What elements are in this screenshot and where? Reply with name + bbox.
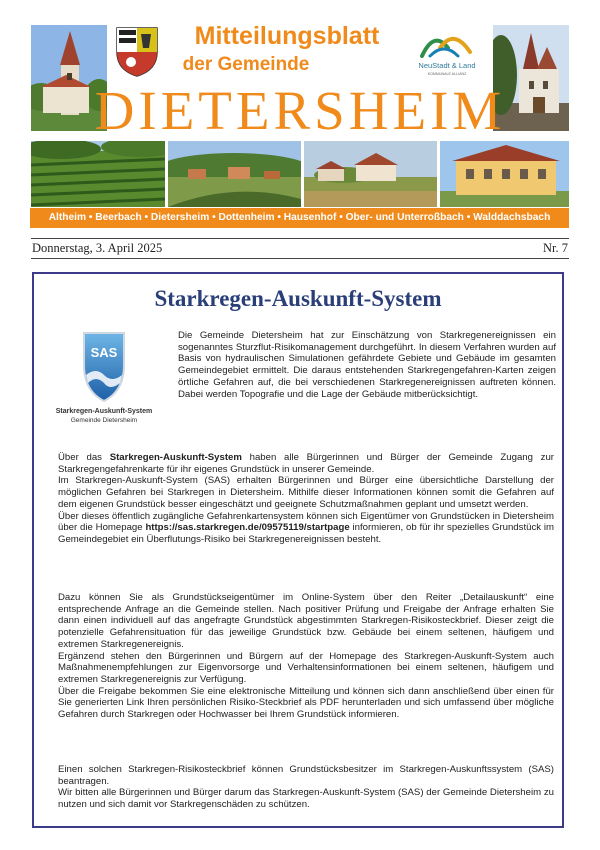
sas-logo-text: SAS [90, 345, 118, 360]
paragraph-access: Über das Starkregen-Auskunft-System haben alle Bürgerinnen und Bürger der Gemeinde Zugang zur Starkregengefahrenkarte für ihr eigenes Grundstück in unserer Gemeinde. [58, 452, 554, 475]
sas-bold-term: Starkregen-Auskunft-System [109, 452, 242, 463]
header-bottom-divider [31, 258, 569, 259]
body-block-1 [58, 452, 554, 546]
body-block-3 [58, 764, 554, 811]
article-title: Starkregen-Auskunft-System [154, 286, 442, 311]
main-title: DIETERSHEIM [94, 80, 506, 141]
building-photo [440, 141, 569, 207]
sas-logo [44, 329, 164, 439]
alliance-logo-subtext: KOMMUNALE ALLIANZ [427, 72, 467, 76]
alliance-logo [412, 26, 482, 78]
coat-of-arms [115, 26, 159, 78]
sas-shield-icon [44, 329, 164, 407]
paragraph-request: Dazu können Sie als Grundstückseigentümer im Online-System über den Reiter „Detailauskunft“ eine entsprechende Anfrage an die Gemeinde stellen. Nach positiver Prüfung und Freigabe der Anfrage erhalten Sie dann einen individuell auf das angefragte Grundstück abgestimmten Starkregen-Risikosteckbrief. Dieser zeigt die potenzielle Gefahrensituation für das jeweilige Grundstück bzw. Gebäude bei einem seltenen, häufigem und extremen Starkregenereignis. [58, 592, 554, 650]
villages-bar: Altheim • Beerbach • Dietersheim • Dottenheim • Hausenhof • Ober- und Unterroßbach • Walddachsbach [30, 208, 569, 228]
paragraph-overview: Im Starkregen-Auskunft-System (SAS) erhalten Bürgerinnen und Bürger eine übersichtliche Darstellung der möglichen Gefahren bei Starkregen in Dietersheim. Mithilfe dieser Informationen können somit die Gefahren auf dem eigenen Grundstück besser eingeschätzt und geeignete Schutzmaßnahmen geplant und umsetzt werden. [58, 475, 554, 510]
sas-caption-municipality: Gemeinde Dietersheim [70, 417, 138, 424]
header-title-line1: Mitteilungsblatt [194, 22, 380, 50]
farmhouse-photo [304, 141, 437, 207]
header-top-divider [31, 238, 569, 239]
paragraph-homepage: Über dieses öffentlich zugängliche Gefahrenkartensystem können sich Eigentümer von Grundstücken in Dietersheim über die Homepage https://sas.starkregen.de/09575119/startpage informieren, ob für ihr spezielles Grundstück im Gemeindegebiet ein Überflutungs-Risiko bei Starkregenereignissen besteht. [58, 510, 554, 545]
header-title-line2: der Gemeinde [182, 54, 310, 75]
body-block-2 [58, 592, 554, 721]
issue-date: Donnerstag, 3. April 2025 [32, 241, 163, 255]
homepage-link[interactable]: https://sas.starkregen.de/09575119/startpage [145, 522, 350, 534]
issue-number: Nr. 7 [543, 241, 568, 255]
village-photo [168, 141, 301, 207]
intro-paragraph: Die Gemeinde Dietersheim hat zur Einschätzung von Starkregenereignissen ein sogenanntes Sturzflut-Risikomanagement durchgeführt. In diesem Verfahren wurden auf Basis von hydraulischen Simulationen gefährdete Gebiete und Gebäude im gesamten Gemeindegebiet ermittelt. Die daraus entstehenden Starkregengefahren-Karten zeigen örtliche Gefahren auf, die bei verschiedenen Starkregenereignissen auftreten können. Dabei werden Topografie und die Lage der Gebäude mitberücksichtigt. [178, 330, 556, 400]
paragraph-appeal: Wir bitten alle Bürgerinnen und Bürger darum das Starkregen-Auskunft-System (SAS) der Gemeinde Dietersheim zu nutzen und sich damit vor Starkregenschäden zu schützen. [58, 787, 554, 811]
article-box [32, 272, 564, 828]
alliance-logo-text: NeuStadt & Land [418, 61, 476, 70]
paragraph-apply: Einen solchen Starkregen-Risikosteckbrief können Grundstücksbesitzer im Starkregen-Auskunftssystem (SAS) beantragen. [58, 764, 554, 787]
paragraph-recommendations: Ergänzend stehen den Bürgerinnen und Bürgern auf der Homepage des Starkregen-Auskunft-System auch Maßnahmenempfehlungen zur Eigenvorsorge und Verhaltensinformationen bei einem seltenen, häufigem und extremen Starkregenereignis zur Verfügung. [58, 650, 554, 685]
sas-caption-title: Starkregen-Auskunft-System [55, 408, 153, 415]
vineyard-photo [31, 141, 165, 207]
paragraph-release: Über die Freigabe bekommen Sie eine elektronische Mitteilung und können sich dann anschließend über einen für Sie generierten Link Ihren persönlichen Risiko-Steckbrief als PDF herunterladen und sich umfassend über mögliche Gefahren durch Starkregen oder Hochwasser bei Ihrem Grundstück informieren. [58, 685, 554, 721]
